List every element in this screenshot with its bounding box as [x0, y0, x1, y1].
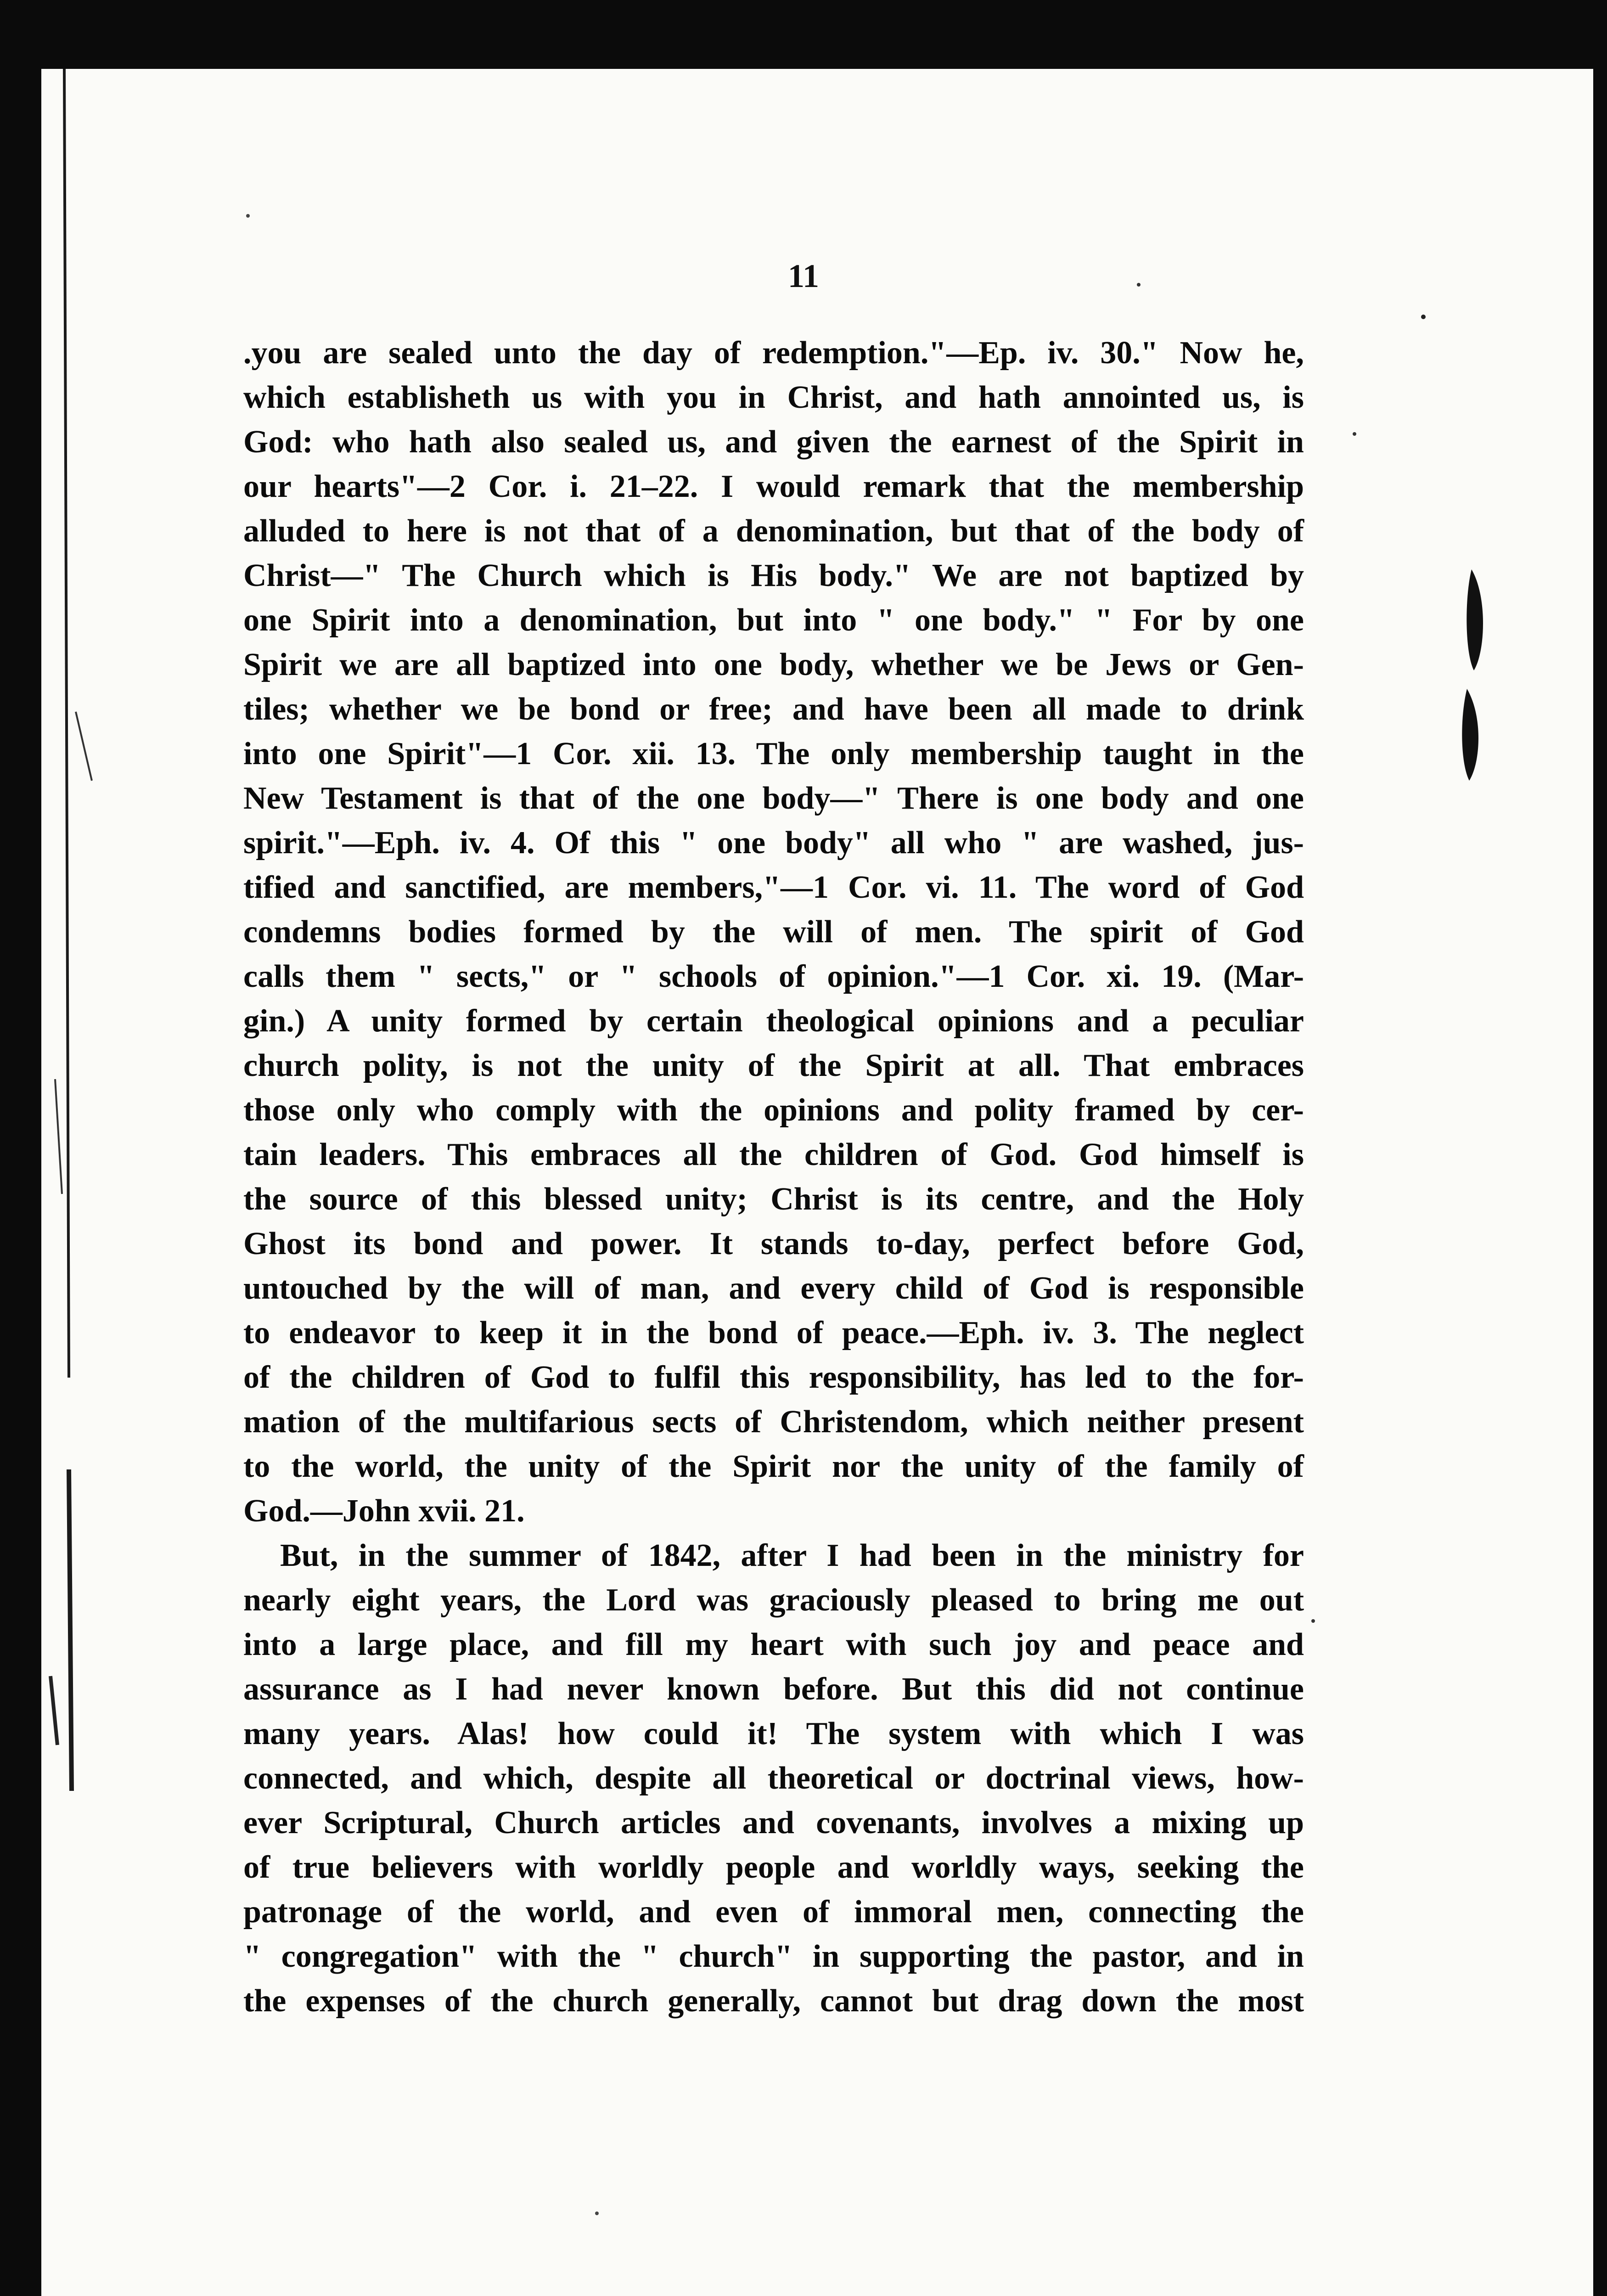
text-line: those only who comply with the opinions and polity framed by cer-	[243, 1092, 1304, 1128]
text-line: God: who hath also sealed us, and given the earnest of the Spirit in	[243, 424, 1304, 460]
scan-border-right	[1593, 0, 1607, 2296]
text-line: alluded to here is not that of a denomination, but that of the body of	[243, 513, 1304, 549]
text-line: Spirit we are all baptized into one body, whether we be Jews or Gen-	[243, 647, 1304, 682]
text-line: the expenses of the church generally, cannot but drag down the most	[243, 1983, 1304, 2019]
text-line: spirit."—Eph. iv. 4. Of this " one body" all who " are washed, jus-	[243, 825, 1304, 861]
text-line: But, in the summer of 1842, after I had been in the ministry for	[280, 1538, 1304, 1573]
text-line: God.—John xvii. 21.	[243, 1493, 525, 1529]
text-line: ever Scriptural, Church articles and covenants, involves a mixing up	[243, 1805, 1304, 1840]
text-line: which establisheth us with you in Christ, and hath annointed us, is	[243, 380, 1304, 415]
text-line: connected, and which, despite all theoretical or doctrinal views, how-	[243, 1761, 1304, 1796]
body-text	[243, 331, 1304, 2023]
text-line: New Testament is that of the one body—" There is one body and one	[243, 781, 1304, 816]
text-line: to endeavor to keep it in the bond of peace.—Eph. iv. 3. The neglect	[243, 1315, 1304, 1351]
text-line: of true believers with worldly people and worldly ways, seeking the	[243, 1850, 1304, 1885]
text-line: condemns bodies formed by the will of men. The spirit of God	[243, 914, 1304, 950]
text-line: calls them " sects," or " schools of opinion."—1 Cor. xi. 19. (Mar-	[243, 959, 1304, 994]
text-line: the source of this blessed unity; Christ is its centre, and the Holy	[243, 1182, 1304, 1217]
text-line: patronage of the world, and even of immoral men, connecting the	[243, 1894, 1304, 1930]
text-line: nearly eight years, the Lord was graciously pleased to bring me out	[243, 1582, 1304, 1618]
text-line: into one Spirit"—1 Cor. xii. 13. The only membership taught in the	[243, 736, 1304, 771]
text-line: church polity, is not the unity of the Spirit at all. That embraces	[243, 1048, 1304, 1083]
text-line: tiles; whether we be bond or free; and have been all made to drink	[243, 692, 1304, 727]
text-line: Ghost its bond and power. It stands to-day, perfect before God,	[243, 1226, 1304, 1261]
text-line: tain leaders. This embraces all the children of God. God himself is	[243, 1137, 1304, 1172]
text-line: Christ—" The Church which is His body." We are not baptized by	[243, 558, 1304, 593]
scan-border-left	[0, 0, 41, 2296]
text-line: tified and sanctified, are members,"—1 Cor. vi. 11. The word of God	[243, 870, 1304, 905]
text-line: gin.) A unity formed by certain theological opinions and a peculiar	[243, 1003, 1304, 1039]
text-line: assurance as I had never known before. But this did not continue	[243, 1671, 1304, 1707]
text-line: into a large place, and fill my heart with such joy and peace and	[243, 1627, 1304, 1662]
text-line: our hearts"—2 Cor. i. 21–22. I would remark that the membership	[243, 469, 1304, 504]
text-line: " congregation" with the " church" in supporting the pastor, and in	[243, 1939, 1304, 1974]
text-line: of the children of God to fulfil this responsibility, has led to the for-	[243, 1360, 1304, 1395]
text-line: .you are sealed unto the day of redemption."—Ep. iv. 30." Now he,	[243, 335, 1304, 371]
text-line: to the world, the unity of the Spirit nor the unity of the family of	[243, 1449, 1304, 1484]
text-line: untouched by the will of man, and every child of God is responsible	[243, 1271, 1304, 1306]
text-line: mation of the multifarious sects of Christendom, which neither present	[243, 1404, 1304, 1440]
scan-border-top	[0, 0, 1607, 69]
text-line: one Spirit into a denomination, but into " one body." " For by one	[243, 602, 1304, 638]
page-number: 11	[787, 258, 820, 294]
text-line: many years. Alas! how could it! The system with which I was	[243, 1716, 1304, 1751]
